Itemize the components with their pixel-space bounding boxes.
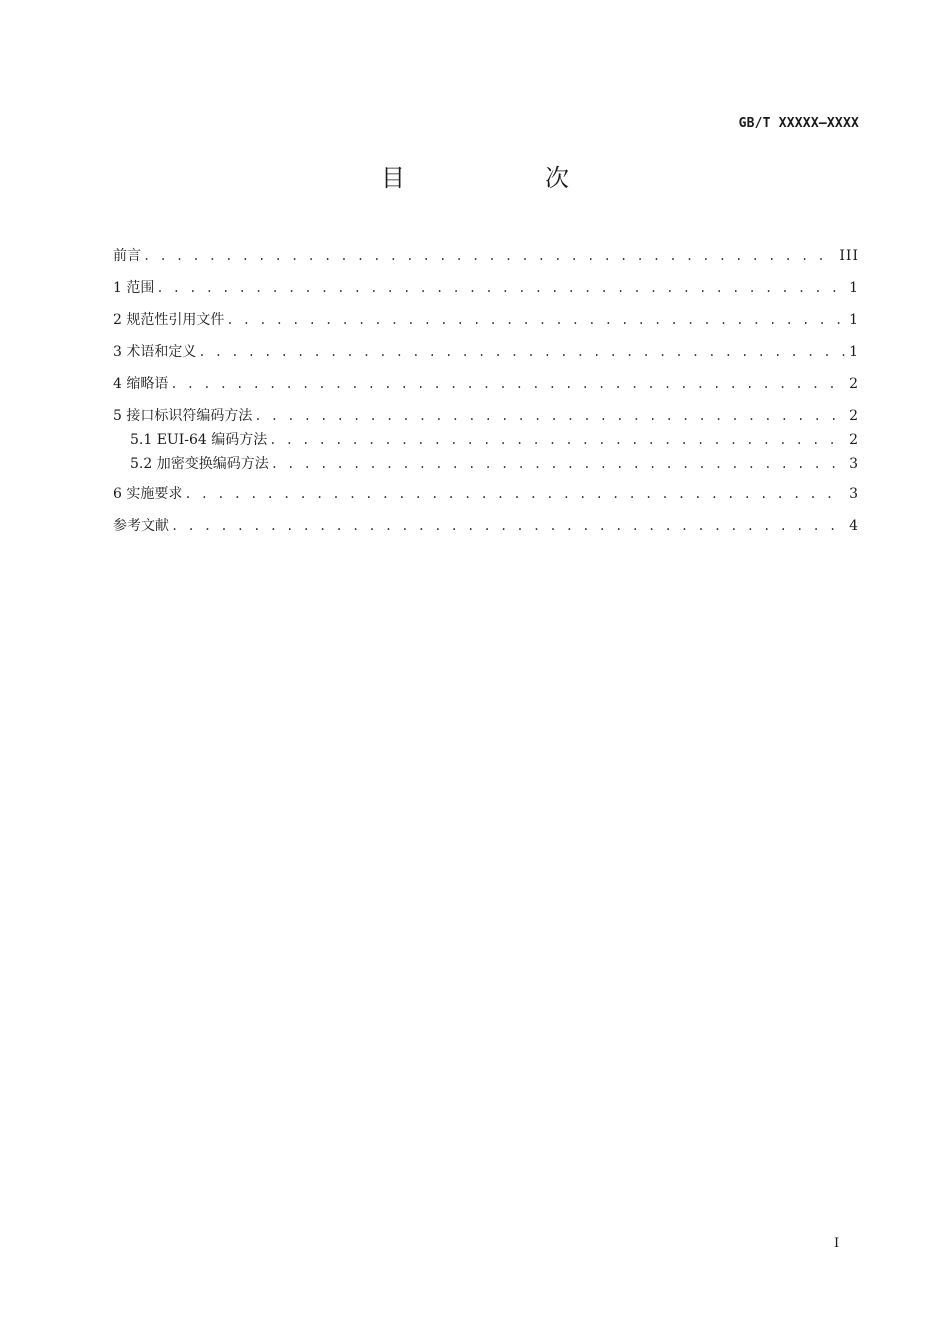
toc-entry-page: 1: [849, 344, 859, 360]
toc-entry-page: 2: [849, 376, 859, 392]
toc-entry-foreword[interactable]: [113, 246, 859, 266]
page-number: I: [834, 1236, 840, 1251]
toc-entry-label: 2 规范性引用文件: [113, 312, 225, 328]
toc-leader-dots: [226, 310, 845, 330]
toc-leader-dots: [198, 342, 845, 362]
toc-leader-dots: [156, 278, 845, 298]
toc-leader-dots: [271, 454, 845, 474]
toc-leader-dots: [170, 374, 845, 394]
toc-entry-label: 3 术语和定义: [113, 344, 197, 360]
toc-entry-label: 5.2 加密变换编码方法: [130, 456, 269, 472]
toc-entry-page: III: [839, 248, 859, 264]
toc-entry-bibliography[interactable]: [113, 516, 859, 536]
page-title: 目 次: [381, 164, 627, 192]
toc-entry-label: 1 范围: [113, 280, 155, 296]
toc-entry-label: 参考文献: [113, 518, 169, 534]
toc-entry-label: 5.1 EUI-64 编码方法: [130, 432, 268, 448]
toc-entry-page: 1: [849, 280, 859, 296]
toc-entry-scope[interactable]: [113, 278, 859, 298]
toc-entry-interface-id-encoding[interactable]: [113, 406, 859, 426]
toc-entry-eui64-encoding[interactable]: [130, 430, 859, 450]
toc-entry-page: 4: [849, 518, 859, 534]
toc-entry-label: 5 接口标识符编码方法: [113, 408, 253, 424]
toc-entry-page: 2: [849, 408, 859, 424]
toc-leader-dots: [254, 406, 845, 426]
standard-code: GB/T XXXXX—XXXX: [738, 116, 859, 131]
toc-entry-label: 前言: [113, 248, 141, 264]
toc-leader-dots: [171, 516, 845, 536]
toc-entry-page: 3: [849, 486, 859, 502]
toc-leader-dots: [143, 246, 835, 266]
toc-entry-implementation-requirements[interactable]: [113, 484, 859, 504]
toc-entry-label: 4 缩略语: [113, 376, 169, 392]
toc-entry-abbreviations[interactable]: [113, 374, 859, 394]
toc-leader-dots: [269, 430, 845, 450]
toc-entry-page: 2: [849, 432, 859, 448]
toc-entry-page: 1: [849, 312, 859, 328]
toc-entry-normative-references[interactable]: [113, 310, 859, 330]
toc-entry-terms-definitions[interactable]: [113, 342, 859, 362]
toc-entry-crypto-encoding[interactable]: [130, 454, 859, 474]
toc-entry-label: 6 实施要求: [113, 486, 183, 502]
toc-entry-page: 3: [849, 456, 859, 472]
toc-leader-dots: [184, 484, 845, 504]
